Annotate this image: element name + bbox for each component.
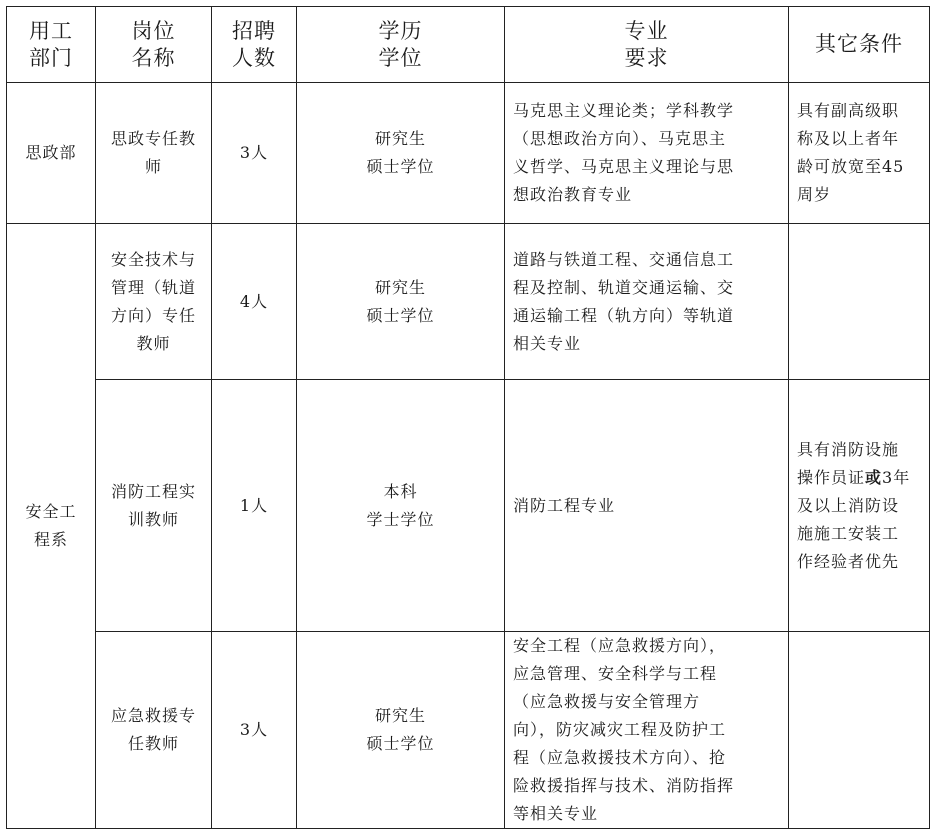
other-cell	[789, 380, 930, 632]
table-row	[7, 224, 930, 380]
count-cell: 1人	[212, 380, 297, 632]
post-cell: 消防工程实 训教师	[96, 380, 212, 632]
edu-cell: 研究生 硕士学位	[297, 83, 505, 224]
edu-cell: 研究生 硕士学位	[297, 224, 505, 380]
header-dept: 用工 部门	[7, 7, 96, 83]
edu-cell: 研究生 硕士学位	[297, 632, 505, 829]
header-row	[7, 7, 930, 83]
header-post: 岗位 名称	[96, 7, 212, 83]
header-major: 专业 要求	[505, 7, 789, 83]
count-cell: 4人	[212, 224, 297, 380]
table-row	[7, 632, 930, 829]
post-cell: 安全技术与 管理（轨道 方向）专任 教师	[96, 224, 212, 380]
dept-cell: 安全工 程系	[7, 224, 96, 829]
major-cell: 马克思主义理论类；学科教学 （思想政治方向）、马克思主 义哲学、马克思主义理论与思 想政治教育专业	[505, 83, 789, 224]
major-cell: 消防工程专业	[505, 380, 789, 632]
post-cell: 应急救援专 任教师	[96, 632, 212, 829]
header-count: 招聘 人数	[212, 7, 297, 83]
major-cell: 安全工程（应急救援方向）， 应急管理、安全科学与工程 （应急救援与安全管理方 向），防灾减灾工程及防护工 程（应急救援技术方向）、抢 险救援指挥与技术、消防指挥 等相关专业	[505, 632, 789, 829]
edu-cell: 本科 学士学位	[297, 380, 505, 632]
table-row	[7, 380, 930, 632]
recruitment-table	[6, 6, 930, 829]
other-cell: 具有副高级职 称及以上者年 龄可放宽至45 周岁	[789, 83, 930, 224]
major-cell: 道路与铁道工程、交通信息工 程及控制、轨道交通运输、交 通运输工程（轨方向）等轨道 相关专业	[505, 224, 789, 380]
table-row	[7, 83, 930, 224]
header-other: 其它条件	[789, 7, 930, 83]
header-edu: 学历 学位	[297, 7, 505, 83]
count-cell: 3人	[212, 632, 297, 829]
other-cell	[789, 632, 930, 829]
other-text-pre: 具有消防设施 操作员证	[797, 439, 900, 487]
dept-cell: 思政部	[7, 83, 96, 224]
other-text-post: 3年 及以上消防设 施施工安装工 作经验者优先	[797, 467, 911, 571]
count-cell: 3人	[212, 83, 297, 224]
other-text-emphasis: 或	[865, 467, 883, 487]
post-cell: 思政专任教 师	[96, 83, 212, 224]
other-cell	[789, 224, 930, 380]
